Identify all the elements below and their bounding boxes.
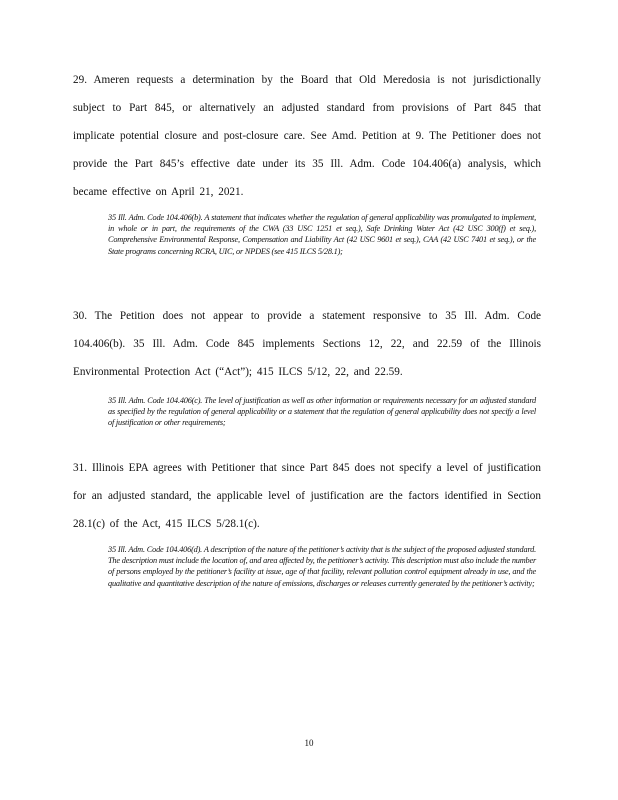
paragraph-30: 30. The Petition does not appear to provide a statement responsive to 35 Ill. Adm. Code 104.406(b). 35 Ill. Adm. Code 845 implements Sections 12, 22, and 22.59 of the Illinois Environmental Protection Act (“Act”); 415 ILCS 5/12, 22, and 22.59. (73, 310, 541, 378)
paragraph-29: 29. Ameren requests a determination by the Board that Old Meredosia is not jurisdictionally subject to Part 845, or alternatively an adjusted standard from provisions of Part 845 that implicate potential closure and post-closure care. See Amd. Petition at 9. The Petitioner does not provide the Part 845’s effective date under its 35 Ill. Adm. Code 104.406(a) analysis, which became effective on April 21, 2021. (73, 74, 541, 198)
block-quote-104-406-b: 35 Ill. Adm. Code 104.406(b). A statement that indicates whether the regulation of general applicability was promulgated to implement, in whole or in part, the requirements of the CWA (33 USC 1251 et seq.), Safe Drinking Water Act (42 USC 300(f) et seq.), Comprehensive Environmental Response, Compensation and Liability Act (42 USC 9601 et seq.), CAA (42 USC 7401 et seq.), or the State programs concerning RCRA, UIC, or NPDES (see 415 ILCS 5/28.1); (108, 213, 536, 256)
block-quote-104-406-c: 35 Ill. Adm. Code 104.406(c). The level of justification as well as other information or requirements necessary for an adjusted standard as specified by the regulation of general applicability or a statement that the regulation of general applicability does not specify a level of justification or other requirements; (108, 396, 536, 428)
paragraph-31: 31. Illinois EPA agrees with Petitioner that since Part 845 does not specify a level of justification for an adjusted standard, the applicable level of justification are the factors identified in Section 28.1(c) of the Act, 415 ILCS 5/28.1(c). (73, 462, 541, 530)
page-number: 10 (304, 738, 314, 748)
block-quote-104-406-d: 35 Ill. Adm. Code 104.406(d). A description of the nature of the petitioner’s activity that is the subject of the proposed adjusted standard. The description must include the location of, and area affected by, the petitioner’s activity. This description must also include the number of persons employed by the petitioner’s facility at issue, age of that facility, relevant pollution control equipment already in use, and the qualitative and quantitative description of the nature of emissions, discharges or releases currently generated by the petitioner’s activity; (108, 545, 536, 588)
